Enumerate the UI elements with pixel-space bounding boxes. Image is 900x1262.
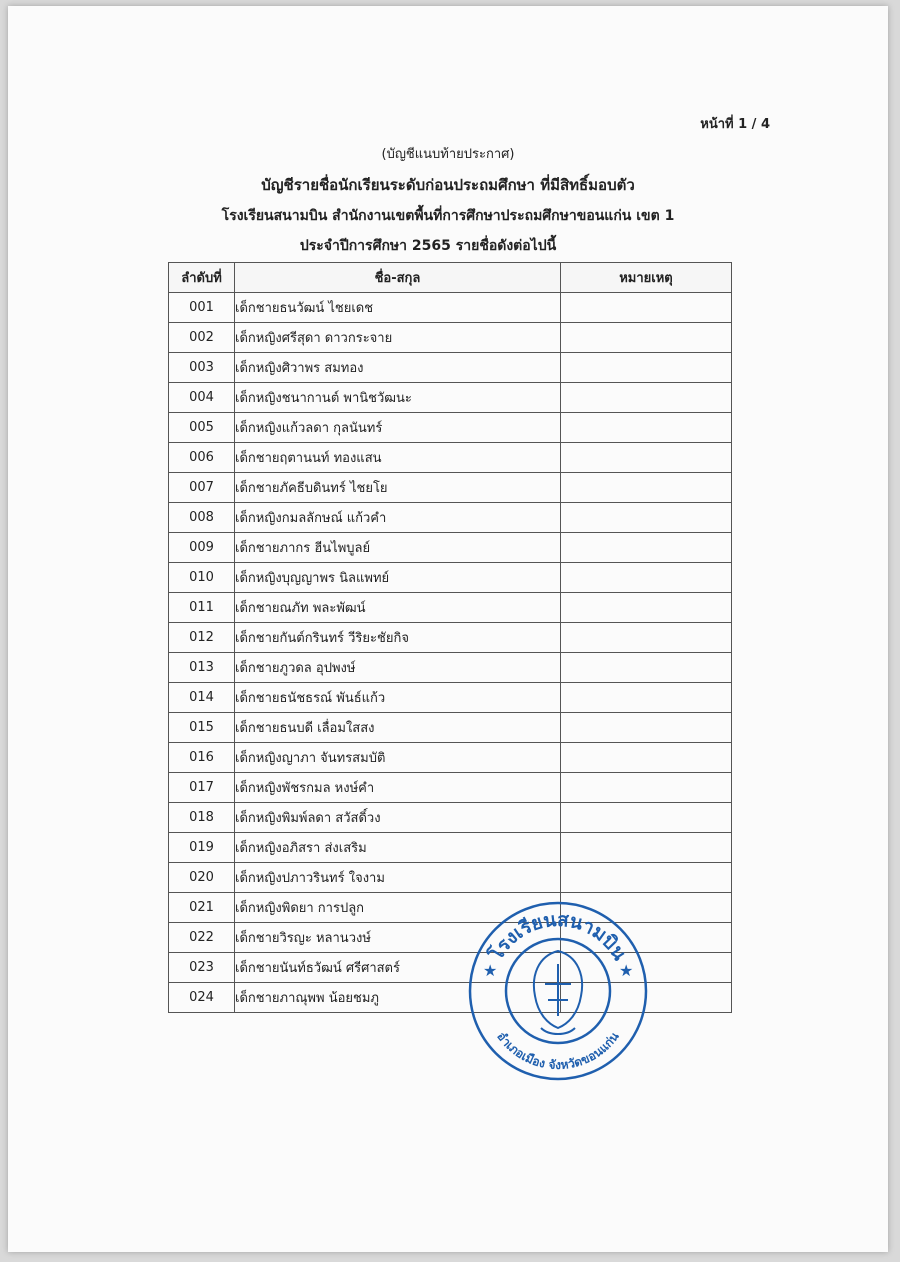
row-note: [561, 683, 732, 713]
student-name: เด็กหญิงศรีสุดา ดาวกระจาย: [235, 323, 561, 353]
row-number: 018: [169, 803, 235, 833]
row-number: 001: [169, 293, 235, 323]
document-page: [8, 6, 888, 1252]
row-number: 020: [169, 863, 235, 893]
table-row: [169, 743, 732, 773]
student-name: เด็กชายธนวัฒน์ ไชยเดช: [235, 293, 561, 323]
row-number: 008: [169, 503, 235, 533]
row-note: [561, 743, 732, 773]
document-title: บัญชีรายชื่อนักเรียนระดับก่อนประถมศึกษา ที่มีสิทธิ์มอบตัว: [261, 176, 635, 194]
table-row: [169, 443, 732, 473]
table-row: [169, 413, 732, 443]
row-note: [561, 293, 732, 323]
student-name: เด็กหญิงพิมพ์ลดา สวัสดิ์วง: [235, 803, 561, 833]
student-name: เด็กชายธนัชธรณ์ พันธ์แก้ว: [235, 683, 561, 713]
student-name: เด็กหญิงบุญญาพร นิลแพทย์: [235, 563, 561, 593]
student-name: เด็กหญิงชนากานต์ พานิชวัฒนะ: [235, 383, 561, 413]
svg-text:โรงเรียนสนามบิน: [484, 909, 631, 965]
student-name: เด็กชายภัคธีบดินทร์ ไชยโย: [235, 473, 561, 503]
row-note: [561, 713, 732, 743]
document-subtitle: (บัญชีแนบท้ายประกาศ): [381, 147, 515, 162]
row-note: [561, 473, 732, 503]
year-line: ประจำปีการศึกษา 2565 รายชื่อดังต่อไปนี้: [299, 238, 557, 254]
column-header-note: หมายเหตุ: [561, 263, 732, 293]
row-note: [561, 533, 732, 563]
row-number: 007: [169, 473, 235, 503]
row-note: [561, 773, 732, 803]
row-note: [561, 353, 732, 383]
row-note: [561, 443, 732, 473]
student-name: เด็กหญิงกมลลักษณ์ แก้วคำ: [235, 503, 561, 533]
student-name: เด็กชายนันท์ธวัฒน์ ศรีศาสตร์: [235, 953, 561, 983]
table-row: [169, 503, 732, 533]
row-note: [561, 803, 732, 833]
student-name: เด็กชายภูวดล อุปพงษ์: [235, 653, 561, 683]
row-number: 011: [169, 593, 235, 623]
school-line: โรงเรียนสนามบิน สำนักงานเขตพื้นที่การศึกษาประถมศึกษาขอนแก่น เขต 1: [221, 208, 675, 224]
student-name: เด็กหญิงศิวาพร สมทอง: [235, 353, 561, 383]
student-name: เด็กหญิงพัชรกมล หงษ์คำ: [235, 773, 561, 803]
student-name: เด็กชายณภัท พละพัฒน์: [235, 593, 561, 623]
table-row: [169, 653, 732, 683]
student-name: เด็กหญิงญาภา จันทรสมบัติ: [235, 743, 561, 773]
table-row: [169, 833, 732, 863]
table-row: [169, 803, 732, 833]
table-row: [169, 773, 732, 803]
table-row: [169, 353, 732, 383]
row-number: 013: [169, 653, 235, 683]
row-number: 006: [169, 443, 235, 473]
row-note: [561, 653, 732, 683]
row-number: 023: [169, 953, 235, 983]
row-note: [561, 323, 732, 353]
school-seal-stamp: [463, 896, 653, 1086]
student-name: เด็กชายกันต์กรินทร์ วีริยะชัยกิจ: [235, 623, 561, 653]
row-note: [561, 413, 732, 443]
row-number: 012: [169, 623, 235, 653]
row-note: [561, 833, 732, 863]
student-name: เด็กหญิงพิดยา การปลูก: [235, 893, 561, 923]
table-row: [169, 563, 732, 593]
student-name: เด็กหญิงแก้วลดา กุลนันทร์: [235, 413, 561, 443]
row-number: 019: [169, 833, 235, 863]
row-number: 003: [169, 353, 235, 383]
table-row: [169, 323, 732, 353]
table-row: [169, 473, 732, 503]
student-name: เด็กชายภากร ฮีนไพบูลย์: [235, 533, 561, 563]
row-number: 010: [169, 563, 235, 593]
row-note: [561, 383, 732, 413]
row-note: [561, 863, 732, 893]
table-row: [169, 863, 732, 893]
row-number: 021: [169, 893, 235, 923]
row-number: 016: [169, 743, 235, 773]
seal-star-left-icon: ★: [483, 961, 498, 980]
row-number: 004: [169, 383, 235, 413]
row-number: 015: [169, 713, 235, 743]
row-note: [561, 563, 732, 593]
table-row: [169, 683, 732, 713]
student-name: เด็กชายวิรญะ หลานวงษ์: [235, 923, 561, 953]
row-number: 017: [169, 773, 235, 803]
row-number: 024: [169, 983, 235, 1013]
table-row: [169, 383, 732, 413]
column-header-number: ลำดับที่: [169, 263, 235, 293]
student-name: เด็กชายฤตานนท์ ทองแสน: [235, 443, 561, 473]
row-number: 002: [169, 323, 235, 353]
table-header-row: [169, 263, 732, 293]
table-row: [169, 623, 732, 653]
row-number: 022: [169, 923, 235, 953]
row-number: 009: [169, 533, 235, 563]
table-row: [169, 293, 732, 323]
page-number: หน้าที่ 1 / 4: [700, 117, 770, 132]
table-row: [169, 593, 732, 623]
student-name: เด็กหญิงปภาวรินทร์ ใจงาม: [235, 863, 561, 893]
row-number: 014: [169, 683, 235, 713]
row-note: [561, 623, 732, 653]
row-note: [561, 503, 732, 533]
seal-star-right-icon: ★: [619, 961, 634, 980]
seal-top-text: โรงเรียนสนามบิน: [485, 908, 631, 965]
table-row: [169, 533, 732, 563]
column-header-name: ชื่อ-สกุล: [235, 263, 561, 293]
row-number: 005: [169, 413, 235, 443]
row-note: [561, 593, 732, 623]
student-name: เด็กหญิงอภิสรา ส่งเสริม: [235, 833, 561, 863]
seal-bottom-text: อำเภอเมือง จังหวัดขอนแก่น: [494, 1029, 622, 1073]
student-name: เด็กชายธนบดี เลื่อมใสสง: [235, 713, 561, 743]
student-name: เด็กชายภาณุพพ น้อยชมภู: [235, 983, 561, 1013]
table-row: [169, 713, 732, 743]
